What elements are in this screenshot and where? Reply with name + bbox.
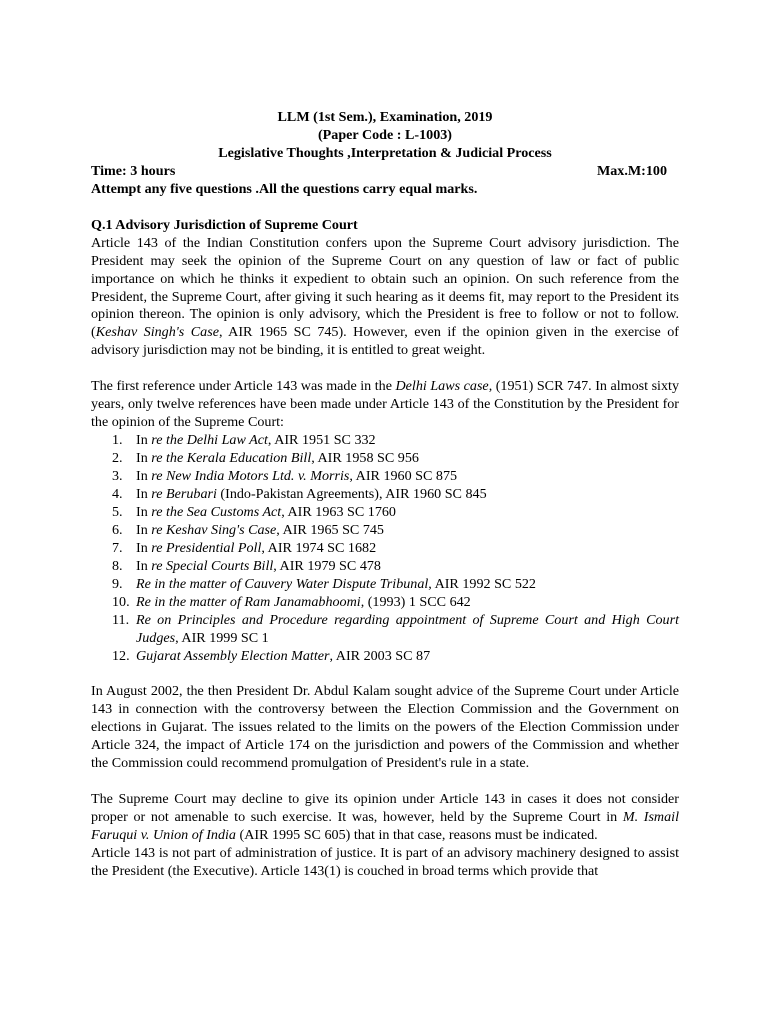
reference-text: In re the Delhi Law Act, AIR 1951 SC 332 [136,432,376,449]
reference-number: 6. [112,521,123,538]
reference-text: In re New India Motors Ltd. v. Morris, AIR 1960 SC 875 [136,468,458,485]
reference-item [91,486,679,504]
reference-number: 11. [112,611,130,628]
reference-number: 7. [112,539,123,556]
reference-text: In re Berubari (Indo-Pakistan Agreements), AIR 1960 SC 845 [136,485,487,502]
reference-text: In re Keshav Sing's Case, AIR 1965 SC 745 [136,521,384,538]
reference-text: In re the Kerala Education Bill, AIR 1958 SC 956 [136,450,419,467]
paper-code: (Paper Code : L-1003) [317,126,452,143]
reference-number: 9. [112,575,123,592]
exam-title: LLM (1st Sem.), Examination, 2019 [277,109,493,125]
reference-item [91,450,679,468]
reference-text: In re Special Courts Bill, AIR 1979 SC 478 [136,557,381,574]
reference-text: Re on Principles and Procedure regarding appointment of Supreme Court and High Court Judges, AIR 1999 SC 1 [136,611,679,646]
reference-text: In re the Sea Customs Act, AIR 1963 SC 1760 [136,503,396,520]
references-list [91,432,679,665]
case-citation: Keshav Singh's Case [95,324,219,341]
reference-number: 5. [112,503,123,520]
reference-item [91,648,679,666]
time-marks-row [91,163,679,181]
reference-text: Re in the matter of Cauvery Water Dispute Tribunal, AIR 1992 SC 522 [136,575,536,592]
reference-number: 10. [112,593,130,610]
paragraph-5: Article 143 is not part of administration of justice. It is part of an advisory machinery designed to assist the President (the Executive). Article 143(1) is couched in broad terms which provide that [91,845,679,879]
reference-number: 2. [112,450,123,467]
reference-number: 3. [112,468,123,485]
reference-number: 4. [112,485,123,502]
reference-item [91,612,679,648]
reference-text: Gujarat Assembly Election Matter, AIR 2003 SC 87 [136,647,431,664]
reference-item [91,522,679,540]
question-title: Q.1 Advisory Jurisdiction of Supreme Court [91,216,358,233]
paragraph-4: The Supreme Court may decline to give its opinion under Article 143 in cases it does not consider proper or not amenable to such exercise. It was, however, held by the Supreme Court in M. Ismail Faruqui v. Union of India (AIR 1995 SC 605) that in that case, reasons must be indicated. [91,791,679,844]
reference-item [91,540,679,558]
reference-number: 8. [112,557,123,574]
document-page [91,109,679,881]
reference-item [91,504,679,522]
reference-text: In re Presidential Poll, AIR 1974 SC 1682 [136,539,377,556]
paragraph-3: In August 2002, the then President Dr. Abdul Kalam sought advice of the Supreme Court under Article 143 in connection with the controversy between the Election Commission and the Government on elections in Gujarat. The issues related to the limits on the powers of the Election Commission under Article 324, the impact of Article 174 on the jurisdiction and powers of the Commission and whether the Commission could recommend promulgation of President's rule in a state. [91,683,679,772]
time-allowed: Time: 3 hours [91,162,176,179]
case-citation: Delhi Laws case [395,378,489,395]
case-citation: M. Ismail Faruqui v. Union of India [91,809,679,844]
subject-title: Legislative Thoughts ,Interpretation & Judicial Process [218,144,552,161]
max-marks: Max.M:100 [596,162,667,179]
reference-number: 12. [112,647,130,664]
reference-number: 1. [112,432,123,449]
reference-item [91,576,679,594]
instructions: Attempt any five questions .All the questions carry equal marks. [91,180,478,197]
reference-item [91,558,679,576]
reference-item [91,594,679,612]
reference-text: Re in the matter of Ram Janamabhoomi, (1993) 1 SCC 642 [136,593,471,610]
paragraph-1: Article 143 of the Indian Constitution confers upon the Supreme Court advisory jurisdiction. The President may seek the opinion of the Supreme Court on any question of law or fact of public importance on which he thinks it expedient to obtain such an opinion. On such reference from the President, the Supreme Court, after giving it such hearing as it deems fit, may report to the President its opinion thereon. The opinion is only advisory, which the President is free to follow or not to follow. (Keshav Singh's Case, AIR 1965 SC 745). However, even if the opinion given in the exercise of advisory jurisdiction may not be binding, it is entitled to great weight. [91,234,679,359]
reference-item [91,432,679,450]
reference-item [91,468,679,486]
paragraph-2: The first reference under Article 143 was made in the Delhi Laws case, (1951) SCR 747. In almost sixty years, only twelve references have been made under Article 143 of the Constitution by the President for the opinion of the Supreme Court: [91,378,679,431]
